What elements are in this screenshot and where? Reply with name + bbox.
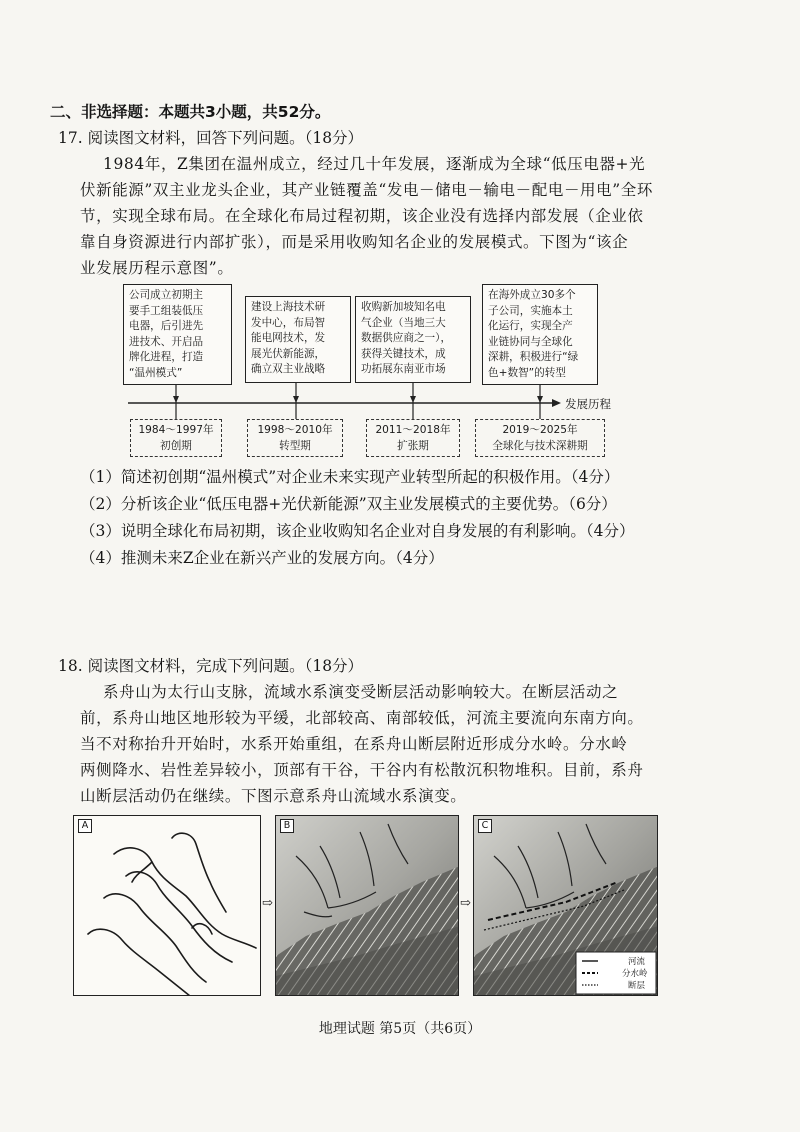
q17-question: （2）分析该企业“低压电器+光伏新能源”双主业发展模式的主要优势。（6分）	[80, 495, 617, 513]
period-name: 全球化与技术深耕期	[492, 440, 588, 452]
q17-question: （3）说明全球化布局初期，该企业收购知名企业对自身发展的有利影响。（4分）	[80, 522, 635, 540]
q17-para-line: 业发展历程示意图”。	[80, 259, 234, 277]
period-name: 扩张期	[397, 440, 429, 452]
stage-box-line: 公司成立初期主	[129, 289, 204, 301]
page-footer: 地理试题 第5页（共6页）	[318, 1021, 482, 1037]
stage-box-line: 进技术、开启品	[129, 335, 204, 348]
stage-box-line: 功拓展东南亚市场	[361, 363, 446, 376]
panel-a-label: A	[78, 819, 92, 833]
q18-para-line: 山断层活动仍在继续。下图示意系舟山流域水系演变。	[80, 787, 467, 805]
relief-map-b	[276, 816, 459, 996]
stage-box-line: 数据供应商之一），	[361, 332, 452, 345]
arrow-head-icon	[552, 399, 561, 407]
stage-box-line: 牌化进程，打造	[129, 351, 204, 364]
period-startup	[130, 419, 222, 457]
period-expansion	[366, 419, 460, 457]
stage-box-line: 发中心，布局智	[251, 316, 326, 329]
q18-para-line: 系舟山为太行山支脉，流域水系演变受断层活动影响较大。在断层活动之	[103, 683, 619, 701]
q17-para-line: 节，实现全球布局。在全球化布局过程初期，该企业没有选择内部发展（企业依	[80, 207, 644, 225]
stage-box-line: 化运行，实现全产	[488, 320, 573, 333]
river-lines-before-fault	[74, 816, 261, 996]
period-years: 2011～2018年	[375, 424, 451, 436]
panel-b-relief-map	[275, 815, 459, 996]
legend-river: 河流	[628, 957, 646, 967]
stage-box-line: 色+数智”的转型	[488, 366, 566, 379]
stage-box-line: 电器，后引进先	[129, 320, 204, 333]
timeline-axis	[0, 0, 800, 470]
stage-box-line: 要手工组装低压	[129, 304, 204, 317]
period-transition	[247, 419, 343, 457]
arrow-right-icon: ⇨	[262, 896, 273, 911]
stage-box-line: “温州模式”	[129, 366, 183, 379]
q17-para-line: 伏新能源”双主业龙头企业，其产业链覆盖“发电－储电－输电－配电－用电”全环	[80, 181, 653, 199]
q18-title: 18. 阅读图文材料，完成下列问题。（18分）	[58, 657, 364, 675]
period-globalization	[475, 419, 605, 457]
period-name: 初创期	[160, 440, 192, 452]
section-title: 二、非选择题：本题共3小题，共52分。	[50, 103, 331, 121]
arrow-right-icon: ⇨	[460, 896, 471, 911]
stage-box-line: 展光伏新能源，	[251, 347, 326, 360]
period-name: 转型期	[279, 440, 311, 452]
stage-box-line: 深耕，积极进行“绿	[488, 351, 579, 364]
timeline-axis-label: 发展历程	[565, 397, 611, 411]
stage-box-line: 在海外成立30多个	[488, 289, 576, 301]
stage-box-line: 能电网技术，发	[251, 332, 326, 345]
period-years: 2019～2025年	[502, 424, 578, 436]
stage-box-line: 业链协同与全球化	[488, 335, 573, 348]
stage-box-line: 子公司，实施本土	[488, 304, 573, 317]
q18-para-line: 前，系舟山地区地形较为平缓，北部较高、南部较低，河流主要流向东南方向。	[80, 709, 644, 727]
stage-box-line: 确立双主业战略	[251, 363, 326, 376]
period-years: 1984～1997年	[138, 424, 214, 436]
legend-divide: 分水岭	[622, 969, 648, 979]
q18-para-line: 两侧降水、岩性差异较小，顶部有干谷，干谷内有松散沉积物堆积。目前，系舟	[80, 761, 644, 779]
period-years: 1998～2010年	[257, 424, 333, 436]
panel-a-river-sketch	[73, 815, 261, 996]
panel-c-relief-map	[473, 815, 658, 996]
stage-box-line: 获得关键技术，成	[361, 347, 446, 360]
q17-para-line: 1984年，Z集团在温州成立，经过几十年发展，逐渐成为全球“低压电器+光	[103, 155, 646, 173]
panel-c-label: C	[478, 819, 492, 833]
q17-question: （4）推测未来Z企业在新兴产业的发展方向。（4分）	[80, 549, 444, 567]
q17-para-line: 靠自身资源进行内部扩张），而是采用收购知名企业的发展模式。下图为“该企	[80, 233, 629, 251]
legend-fault: 断层	[628, 981, 646, 991]
q17-question: （1）简述初创期“温州模式”对企业未来实现产业转型所起的积极作用。（4分）	[80, 468, 620, 486]
stage-box-line: 收购新加坡知名电	[361, 301, 446, 313]
panel-b-label: B	[280, 819, 294, 833]
stage-box-line: 建设上海技术研	[251, 301, 326, 313]
stage-box-line: 气企业（当地三大	[361, 316, 446, 329]
q17-title: 17. 阅读图文材料，回答下列问题。（18分）	[58, 129, 364, 147]
q18-para-line: 当不对称抬升开始时，水系开始重组，在系舟山断层附近形成分水岭。分水岭	[80, 735, 628, 753]
